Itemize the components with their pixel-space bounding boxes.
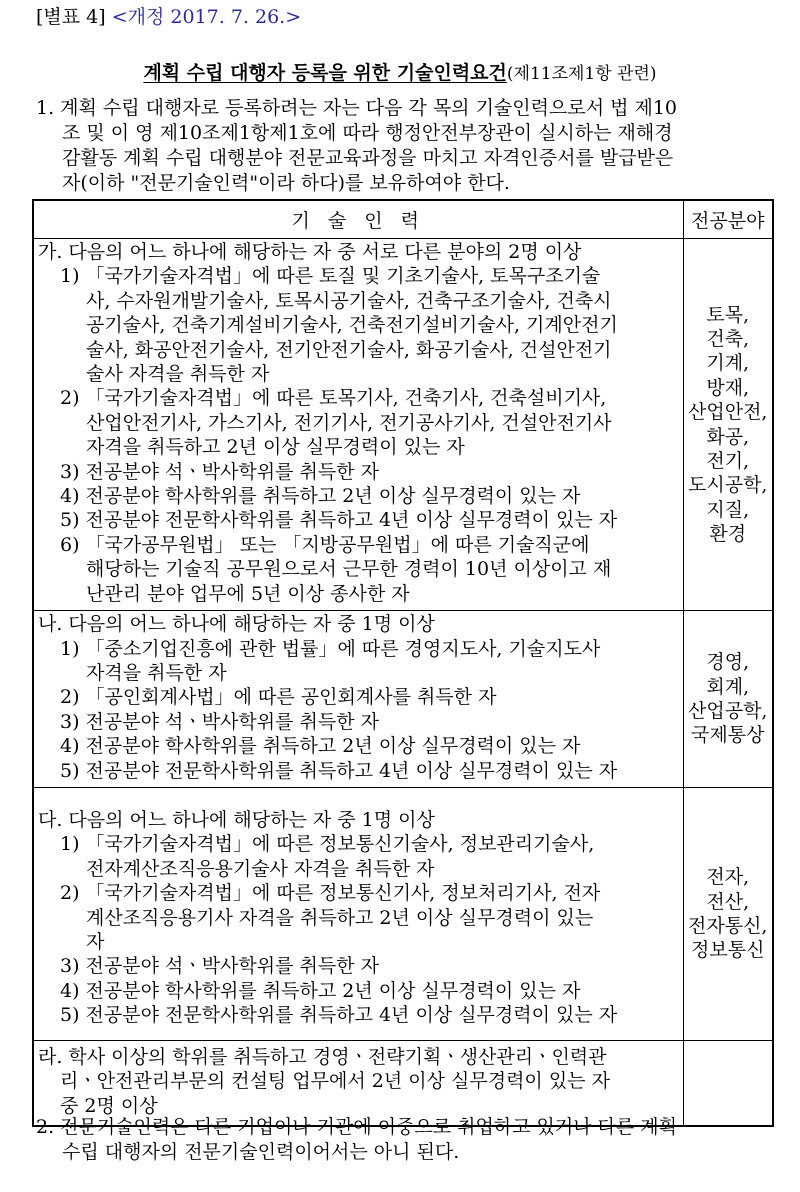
requirement-line: 리ㆍ안전관리부문의 컨설팅 업무에서 2년 이상 실무경력이 있는 자 (60, 1070, 610, 1093)
document-title (0, 58, 800, 89)
major-field-item: 환경 (709, 523, 747, 546)
requirement-line: 해당하는 기술직 공무원으로서 근무한 경력이 10년 이상이고 재 (86, 558, 612, 581)
intro-line: 자(이하 "전문기술인력"이라 하다)를 보유하여야 한다. (62, 172, 510, 194)
intro-paragraph (36, 96, 776, 196)
section-da-majors (683, 787, 773, 1040)
major-field-item: 지질, (706, 498, 750, 521)
major-field-item: 화공, (706, 425, 750, 448)
requirement-line: 2) 「공인회계사법」에 따른 공인회계사를 취득한 자 (60, 686, 497, 709)
major-field-item: 국제통상 (691, 724, 765, 747)
section-na-row (33, 611, 773, 788)
section-da-requirements (34, 788, 683, 1032)
requirement-line: 3) 전공분야 석ㆍ박사학위를 취득한 자 (60, 710, 379, 733)
requirement-line: 5) 전공분야 전문학사학위를 취득하고 4년 이상 실무경력이 있는 자 (60, 1004, 618, 1027)
table-header-row (33, 200, 773, 239)
section-na-requirements (34, 611, 683, 787)
section-na-majors (683, 611, 773, 788)
requirement-line: 자격을 취득한 자 (86, 661, 227, 684)
annex-header (36, 2, 301, 32)
title-reference: (제11조제1항 관련) (506, 64, 657, 84)
intro-line: 감활동 계획 수립 대행분야 전문교육과정을 마치고 자격인증서를 발급받은 (62, 147, 674, 169)
requirement-line: 4) 전공분야 학사학위를 취득하고 2년 이상 실무경력이 있는 자 (60, 979, 581, 1002)
requirement-line: 중 2명 이상 (60, 1094, 158, 1117)
major-field-item: 경영, (706, 651, 750, 674)
major-field-item: 산업안전, (688, 401, 768, 424)
section-ga-majors (683, 239, 773, 611)
footer-line: 수립 대행자의 전문기술인력이어서는 아니 된다. (62, 1141, 460, 1163)
requirement-line: 1) 「국가기술자격법」에 따른 토질 및 기초기술사, 토목구조기술 (60, 265, 601, 288)
major-field-item: 산업공학, (688, 700, 768, 723)
requirement-line: 3) 전공분야 석ㆍ박사학위를 취득한 자 (60, 460, 379, 483)
requirement-line: 5) 전공분야 전문학사학위를 취득하고 4년 이상 실무경력이 있는 자 (60, 509, 618, 532)
header-tech-personnel: 기 술 인 력 (33, 200, 683, 239)
section-ga-row (33, 239, 773, 611)
requirement-line: 4) 전공분야 학사학위를 취득하고 2년 이상 실무경력이 있는 자 (60, 485, 581, 508)
footer-line: 2. 전문기술인력은 다른 기업이나 기관에 이중으로 취업하고 있거나 다른 계획 (36, 1116, 677, 1138)
major-field-item: 회계, (706, 675, 750, 698)
requirement-line: 1) 「중소기업진흥에 관한 법률」에 따른 경영지도사, 기술지도사 (60, 637, 601, 660)
major-field-item: 방재, (706, 376, 750, 399)
requirement-line: 자 (86, 930, 105, 953)
major-field-item: 전자, (706, 866, 750, 889)
section-ra-requirements (34, 1041, 683, 1122)
section-ra-majors (683, 1040, 773, 1126)
requirement-line: 3) 전공분야 석ㆍ박사학위를 취득한 자 (60, 955, 379, 978)
requirement-line: 라. 학사 이상의 학위를 취득하고 경영ㆍ전략기획ㆍ생산관리ㆍ인력관 (38, 1045, 607, 1068)
annex-label: [별표 4] (36, 6, 106, 28)
requirement-line: 난관리 분야 업무에 5년 이상 종사한 자 (86, 582, 410, 605)
intro-line: 조 및 이 영 제10조제1항제1호에 따라 행정안전부장관이 실시하는 재해경 (62, 122, 673, 144)
requirement-line: 전자계산조직응용기술사 자격을 취득한 자 (86, 857, 435, 880)
footer-paragraph (36, 1115, 677, 1165)
requirement-line: 가. 다음의 어느 하나에 해당하는 자 중 서로 다른 분야의 2명 이상 (38, 241, 582, 263)
requirements-table (32, 199, 774, 1127)
requirement-line: 술사, 화공안전기술사, 전기안전기술사, 화공기술사, 건설안전기 (86, 338, 612, 361)
requirement-line: 1) 「국가기술자격법」에 따른 정보통신기술사, 정보관리기술사, (60, 833, 595, 856)
requirement-line: 5) 전공분야 전문학사학위를 취득하고 4년 이상 실무경력이 있는 자 (60, 759, 618, 782)
requirement-line: 사, 수자원개발기술사, 토목시공기술사, 건축구조기술사, 건축시 (86, 289, 612, 312)
requirement-line: 다. 다음의 어느 하나에 해당하는 자 중 1명 이상 (38, 808, 435, 831)
requirement-line: 4) 전공분야 학사학위를 취득하고 2년 이상 실무경력이 있는 자 (60, 735, 581, 758)
requirement-line: 나. 다음의 어느 하나에 해당하는 자 중 1명 이상 (38, 613, 435, 636)
major-field-item: 도시공학, (688, 474, 768, 497)
requirement-line: 2) 「국가기술자격법」에 따른 토목기사, 건축기사, 건축설비기사, (60, 387, 607, 410)
section-da-row (33, 787, 773, 1040)
title-main: 계획 수립 대행자 등록을 위한 기술인력요건 (143, 62, 507, 84)
requirement-line: 술사 자격을 취득한 자 (86, 363, 270, 386)
major-field-item: 전기, (706, 449, 750, 472)
header-major-field: 전공분야 (683, 200, 773, 239)
major-field-item: 건축, (706, 327, 750, 350)
requirement-line: 2) 「국가기술자격법」에 따른 정보통신기사, 정보처리기사, 전자 (60, 882, 601, 905)
major-field-item: 전자통신, (688, 914, 768, 937)
requirement-line: 6) 「국가공무원법」 또는 「지방공무원법」에 따른 기술직군에 (60, 533, 590, 556)
section-ga-requirements (34, 239, 683, 610)
revision-date: <개정 2017. 7. 26.> (111, 6, 302, 28)
major-field-item: 정보통신 (691, 939, 765, 962)
major-field-item: 전산, (706, 890, 750, 913)
requirement-line: 산업안전기사, 가스기사, 전기기사, 전기공사기사, 건설안전기사 (86, 411, 612, 434)
requirement-line: 계산조직응용기사 자격을 취득하고 2년 이상 실무경력이 있는 (86, 906, 594, 929)
requirement-line: 자격을 취득하고 2년 이상 실무경력이 있는 자 (86, 436, 465, 459)
section-ra-row (33, 1040, 773, 1126)
major-field-item: 기계, (706, 352, 750, 375)
intro-line: 1. 계획 수립 대행자로 등록하려는 자는 다음 각 목의 기술인력으로서 법 제10 (36, 97, 678, 119)
major-field-item: 토목, (706, 303, 750, 326)
requirement-line: 공기술사, 건축기계설비기술사, 건축전기설비기술사, 기계안전기 (86, 314, 618, 337)
